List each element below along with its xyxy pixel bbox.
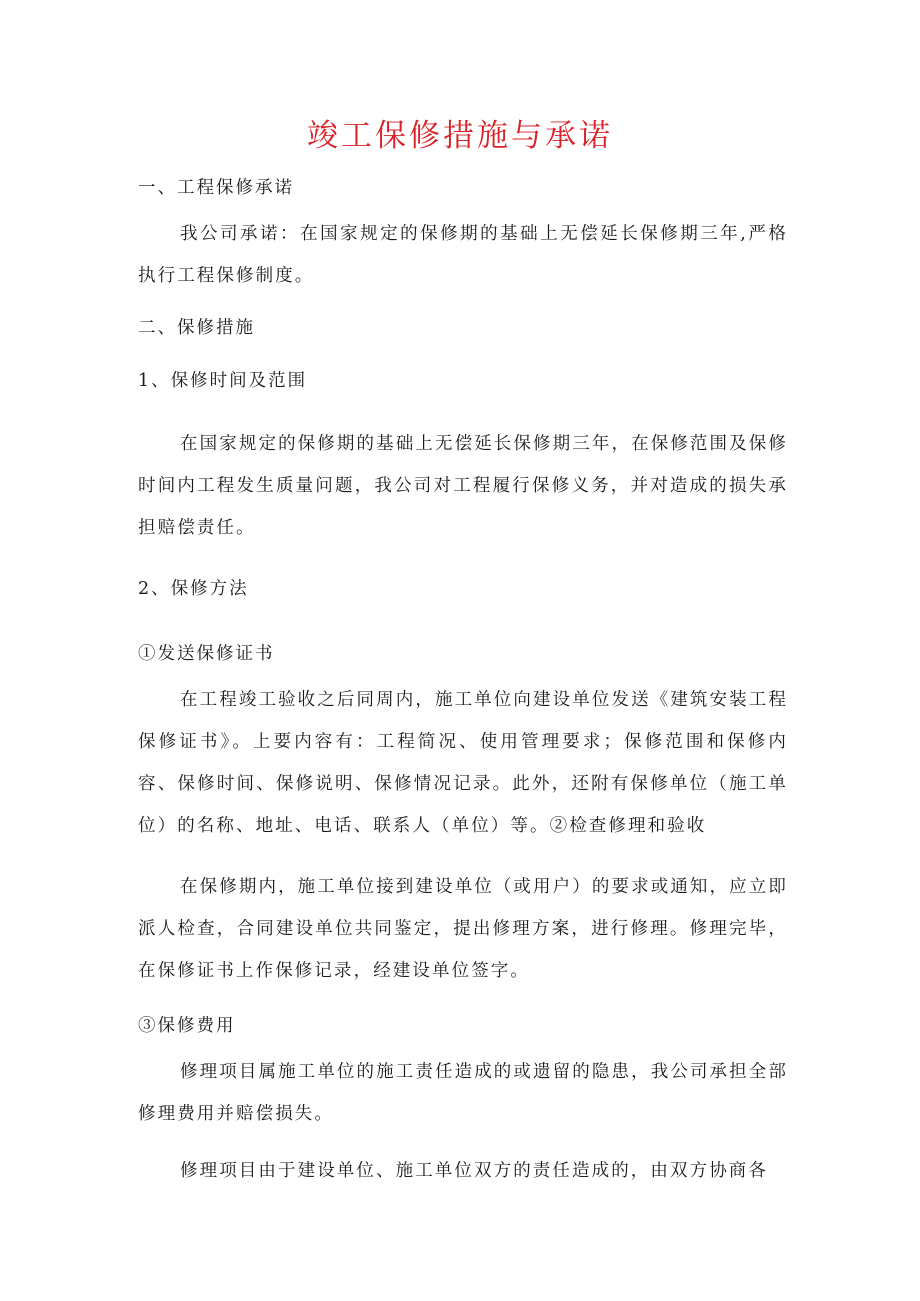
paragraph-warranty-cost-2: 修理项目由于建设单位、施工单位双方的责任造成的，由双方协商各 [180, 1161, 768, 1181]
item-heading-send-certificate: ①发送保修证书 [138, 644, 275, 664]
document-title: 竣工保修措施与承诺 [307, 118, 613, 154]
subheading-warranty-period-scope: 1、保修时间及范围 [138, 371, 308, 391]
paragraph-inspection-repair: 在保修期内，施工单位接到建设单位（或用户）的要求或通知，应立即派人检查，合同建设单位共同鉴定，提出修理方案，进行修理。修理完毕，在保修证书上作保修记录，经建设单位签字。 [138, 877, 788, 981]
section-heading-warranty-measures: 二、保修措施 [138, 318, 255, 338]
item-heading-warranty-cost: ③保修费用 [138, 1016, 236, 1036]
paragraph-send-certificate: 在工程竣工验收之后同周内，施工单位向建设单位发送《建筑安装工程保修证书》。上要内容有：工程简况、使用管理要求；保修范围和保修内容、保修时间、保修说明、保修情况记录。此外，还附有保修单位（施工单位）的名称、地址、电话、联系人（单位）等。②检查修理和验收 [138, 690, 788, 836]
paragraph-commitment: 我公司承诺：在国家规定的保修期的基础上无偿延长保修期三年,严格执行工程保修制度。 [138, 224, 788, 286]
section-heading-warranty-commitment: 一、工程保修承诺 [138, 178, 294, 198]
subheading-warranty-method: 2、保修方法 [138, 579, 249, 599]
paragraph-warranty-period-scope: 在国家规定的保修期的基础上无偿延长保修期三年，在保修范围及保修时间内工程发生质量问题，我公司对工程履行保修义务，并对造成的损失承担赔偿责任。 [138, 434, 788, 538]
paragraph-warranty-cost-1: 修理项目属施工单位的施工责任造成的或遗留的隐患，我公司承担全部修理费用并赔偿损失。 [138, 1062, 788, 1124]
